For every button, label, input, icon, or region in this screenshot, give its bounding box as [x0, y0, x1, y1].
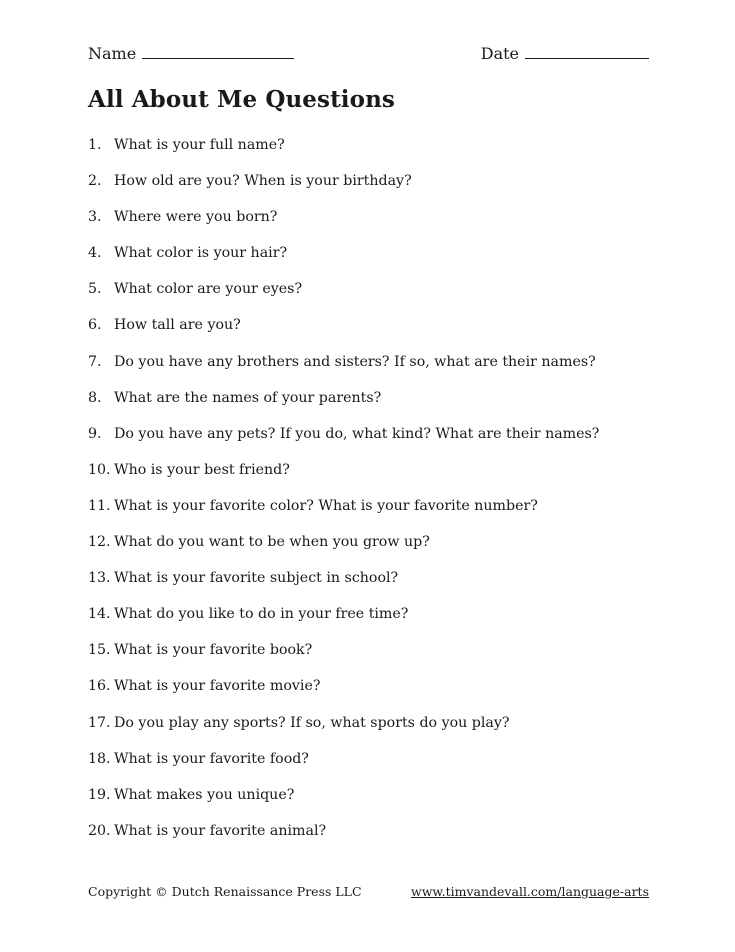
question-text: What color is your hair? [114, 245, 288, 262]
question-item [88, 750, 658, 786]
question-number: 19. [88, 786, 111, 803]
question-text: What is your full name? [114, 137, 285, 153]
question-text: What is your favorite book? [114, 642, 313, 659]
question-number: 2. [88, 173, 102, 190]
question-item [88, 244, 658, 280]
question-text: How old are you? When is your birthday? [114, 173, 412, 190]
question-number: 16. [88, 678, 111, 695]
question-number: 11. [88, 497, 111, 514]
question-item [88, 316, 658, 352]
date-label: Date [480, 44, 519, 63]
question-number: 3. [88, 209, 102, 226]
question-item [88, 389, 658, 425]
question-text: Do you have any pets? If you do, what kind? What are their names? [114, 425, 600, 442]
question-item [88, 136, 658, 172]
question-text: What are the names of your parents? [114, 389, 382, 406]
question-item [88, 280, 658, 316]
question-item [88, 714, 658, 750]
question-item [88, 497, 658, 533]
question-number: 13. [88, 570, 111, 587]
question-number: 12. [88, 534, 111, 551]
question-text: What is your favorite color? What is your favorite number? [114, 497, 538, 514]
question-item [88, 461, 658, 497]
page-title: All About Me Questions [88, 86, 395, 113]
question-number: 9. [88, 425, 102, 442]
website-link[interactable]: www.timvandevall.com/language-arts [411, 884, 649, 899]
question-text: Who is your best friend? [114, 461, 290, 478]
question-number: 6. [88, 317, 102, 334]
question-item [88, 786, 658, 822]
question-number: 7. [88, 353, 102, 370]
question-number: 5. [88, 281, 102, 298]
question-item [88, 569, 658, 605]
copyright-notice: Copyright © Dutch Renaissance Press LLC [88, 884, 362, 899]
question-item [88, 353, 658, 389]
question-text: Do you play any sports? If so, what sports do you play? [114, 714, 510, 731]
question-number: 15. [88, 642, 111, 659]
question-text: What do you like to do in your free time? [114, 606, 409, 623]
question-number: 17. [88, 714, 111, 731]
question-item [88, 172, 658, 208]
question-number: 1. [88, 137, 102, 153]
question-number: 14. [88, 606, 111, 623]
question-item [88, 822, 658, 858]
question-text: Where were you born? [114, 209, 278, 226]
question-text: What makes you unique? [114, 786, 295, 803]
question-text: What color are your eyes? [114, 281, 303, 298]
question-item [88, 605, 658, 641]
question-number: 8. [88, 389, 102, 406]
question-number: 20. [88, 822, 111, 839]
question-number: 18. [88, 750, 111, 767]
question-list [88, 136, 658, 858]
question-item [88, 641, 658, 677]
question-text: What is your favorite food? [114, 750, 309, 767]
date-blank-line[interactable] [525, 44, 649, 59]
question-text: How tall are you? [114, 317, 241, 334]
question-item [88, 425, 658, 461]
question-text: Do you have any brothers and sisters? If so, what are their names? [114, 353, 596, 370]
question-text: What is your favorite subject in school? [114, 570, 399, 587]
question-text: What is your favorite animal? [114, 822, 327, 839]
question-item [88, 208, 658, 244]
question-text: What is your favorite movie? [114, 678, 321, 695]
footer [88, 884, 649, 902]
question-number: 10. [88, 461, 111, 478]
question-text: What do you want to be when you grow up? [114, 534, 430, 551]
name-blank-line[interactable] [142, 44, 294, 59]
date-field [481, 44, 649, 63]
name-label: Name [88, 44, 137, 63]
question-item [88, 677, 658, 713]
question-number: 4. [88, 245, 102, 262]
name-field [88, 44, 294, 63]
question-item [88, 533, 658, 569]
header-row [88, 44, 649, 66]
